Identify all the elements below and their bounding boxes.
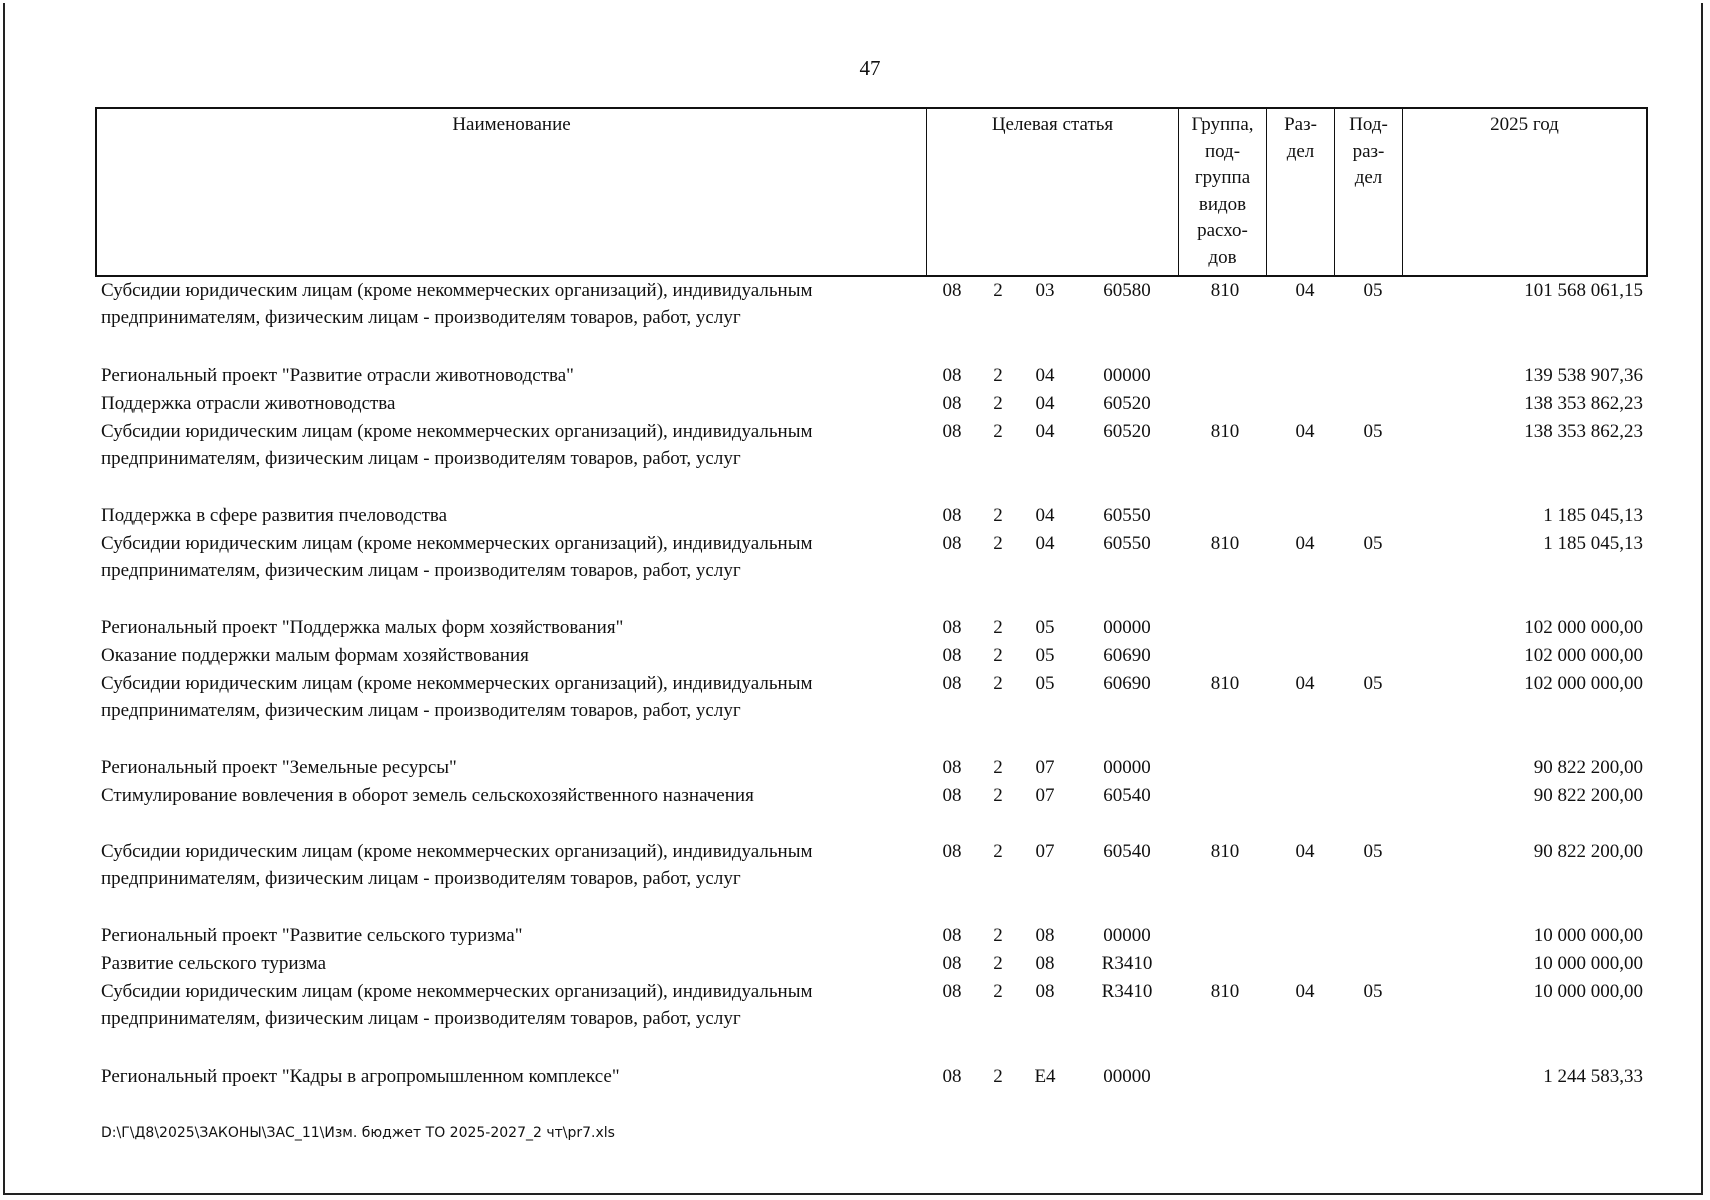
row-expense-group: 810 bbox=[1210, 533, 1240, 554]
row-section: 04 bbox=[1295, 533, 1315, 554]
row-amount: 1 185 045,13 bbox=[1543, 505, 1643, 526]
row-subsection: 05 bbox=[1363, 533, 1383, 554]
table-header bbox=[95, 107, 1648, 277]
row-amount: 1 185 045,13 bbox=[1543, 533, 1643, 554]
row-target-subprogram: 2 bbox=[993, 785, 1003, 806]
row-subsection: 05 bbox=[1363, 981, 1383, 1002]
row-name: Оказание поддержки малым формам хозяйствования bbox=[101, 645, 529, 666]
row-section: 04 bbox=[1295, 280, 1315, 301]
row-target-program: 08 bbox=[942, 925, 962, 946]
row-target-subprogram: 2 bbox=[993, 505, 1003, 526]
header-name: Наименование bbox=[97, 109, 927, 275]
row-target-subprogram: 2 bbox=[993, 393, 1003, 414]
row-amount: 90 822 200,00 bbox=[1533, 785, 1643, 806]
header-year: 2025 год bbox=[1490, 114, 1559, 135]
row-target-direction: 07 bbox=[1035, 785, 1055, 806]
row-subsection: 05 bbox=[1363, 280, 1383, 301]
row-target-program: 08 bbox=[942, 533, 962, 554]
row-target-subprogram: 2 bbox=[993, 925, 1003, 946]
row-target-code: 60580 bbox=[1103, 280, 1151, 301]
row-name: Субсидии юридическим лицам (кроме некоммерческих организаций), индивидуальным предпринимателям, физическим лицам - производителям товаров, работ, услуг bbox=[101, 280, 813, 328]
row-target-direction: 05 bbox=[1035, 617, 1055, 638]
row-target-subprogram: 2 bbox=[993, 645, 1003, 666]
row-amount: 90 822 200,00 bbox=[1533, 757, 1643, 778]
row-target-direction: 03 bbox=[1035, 280, 1055, 301]
row-target-subprogram: 2 bbox=[993, 841, 1003, 862]
row-subsection: 05 bbox=[1363, 421, 1383, 442]
header-group-line: видов bbox=[1198, 193, 1247, 215]
row-subsection: 05 bbox=[1363, 673, 1383, 694]
row-target-subprogram: 2 bbox=[993, 1066, 1003, 1087]
row-amount: 102 000 000,00 bbox=[1524, 645, 1643, 666]
row-target-code: 00000 bbox=[1103, 365, 1151, 386]
row-target-direction: 08 bbox=[1035, 925, 1055, 946]
row-expense-group: 810 bbox=[1210, 981, 1240, 1002]
row-target-subprogram: 2 bbox=[993, 757, 1003, 778]
header-group bbox=[1179, 109, 1267, 275]
row-target-program: 08 bbox=[942, 505, 962, 526]
row-target-direction: 05 bbox=[1035, 645, 1055, 666]
row-target-code: 60690 bbox=[1103, 645, 1151, 666]
row-target-code: 00000 bbox=[1103, 925, 1151, 946]
row-name: Субсидии юридическим лицам (кроме некоммерческих организаций), индивидуальным предпринимателям, физическим лицам - производителям товаров, работ, услуг bbox=[101, 673, 813, 721]
row-name: Региональный проект "Земельные ресурсы" bbox=[101, 757, 457, 778]
row-target-program: 08 bbox=[942, 673, 962, 694]
row-target-program: 08 bbox=[942, 981, 962, 1002]
row-target-direction: 04 bbox=[1035, 533, 1055, 554]
header-group-line: расхо- bbox=[1197, 220, 1248, 241]
row-name: Региональный проект "Поддержка малых форм хозяйствования" bbox=[101, 617, 624, 638]
row-target-program: 08 bbox=[942, 785, 962, 806]
row-target-direction: 07 bbox=[1035, 757, 1055, 778]
header-group-line: под- bbox=[1204, 140, 1241, 162]
row-target-direction: 04 bbox=[1035, 393, 1055, 414]
row-target-direction: Е4 bbox=[1034, 1066, 1056, 1087]
row-amount: 10 000 000,00 bbox=[1533, 925, 1643, 946]
row-target-subprogram: 2 bbox=[993, 617, 1003, 638]
row-target-code: 60550 bbox=[1103, 533, 1151, 554]
row-section: 04 bbox=[1295, 673, 1315, 694]
page-number: 47 bbox=[859, 56, 881, 80]
row-subsection: 05 bbox=[1363, 841, 1383, 862]
header-target-article: Целевая статья bbox=[927, 109, 1179, 275]
row-target-program: 08 bbox=[942, 365, 962, 386]
row-target-code: 60550 bbox=[1103, 505, 1151, 526]
row-expense-group: 810 bbox=[1210, 673, 1240, 694]
header-section-line: дел bbox=[1286, 140, 1315, 162]
row-target-code: 60690 bbox=[1103, 673, 1151, 694]
row-target-program: 08 bbox=[942, 421, 962, 442]
row-section: 04 bbox=[1295, 981, 1315, 1002]
row-name: Поддержка в сфере развития пчеловодства bbox=[101, 505, 448, 526]
header-group-line: группа bbox=[1194, 167, 1251, 188]
row-amount: 1 244 583,33 bbox=[1543, 1066, 1643, 1087]
row-amount: 102 000 000,00 bbox=[1524, 617, 1643, 638]
row-target-code: R3410 bbox=[1101, 981, 1153, 1002]
row-name: Субсидии юридическим лицам (кроме некоммерческих организаций), индивидуальным предпринимателям, физическим лицам - производителям товаров, работ, услуг bbox=[101, 421, 813, 469]
row-amount: 10 000 000,00 bbox=[1533, 953, 1643, 974]
row-target-program: 08 bbox=[942, 645, 962, 666]
row-target-subprogram: 2 bbox=[993, 953, 1003, 974]
row-target-subprogram: 2 bbox=[993, 280, 1003, 301]
row-target-program: 08 bbox=[942, 1066, 962, 1087]
row-section: 04 bbox=[1295, 421, 1315, 442]
row-target-subprogram: 2 bbox=[993, 673, 1003, 694]
row-amount: 101 568 061,15 bbox=[1524, 280, 1643, 301]
header-section bbox=[1267, 109, 1335, 275]
row-target-direction: 05 bbox=[1035, 673, 1055, 694]
header-group-line: Группа, bbox=[1191, 114, 1254, 135]
header-subsection-line: Под- bbox=[1349, 114, 1388, 135]
row-expense-group: 810 bbox=[1210, 280, 1240, 301]
row-target-program: 08 bbox=[942, 393, 962, 414]
row-expense-group: 810 bbox=[1210, 841, 1240, 862]
row-target-direction: 07 bbox=[1035, 841, 1055, 862]
row-amount: 138 353 862,23 bbox=[1524, 421, 1643, 442]
row-target-direction: 08 bbox=[1035, 981, 1055, 1002]
row-target-code: 00000 bbox=[1103, 1066, 1151, 1087]
row-name: Субсидии юридическим лицам (кроме некоммерческих организаций), индивидуальным предпринимателям, физическим лицам - производителям товаров, работ, услуг bbox=[101, 841, 813, 889]
header-subsection-line: дел bbox=[1354, 167, 1383, 188]
row-target-subprogram: 2 bbox=[993, 421, 1003, 442]
row-target-code: 60540 bbox=[1103, 785, 1151, 806]
row-name: Субсидии юридическим лицам (кроме некоммерческих организаций), индивидуальным предпринимателям, физическим лицам - производителям товаров, работ, услуг bbox=[101, 981, 813, 1029]
row-target-program: 08 bbox=[942, 757, 962, 778]
row-name: Региональный проект "Развитие отрасли животноводства" bbox=[101, 365, 574, 386]
row-name: Субсидии юридическим лицам (кроме некоммерческих организаций), индивидуальным предпринимателям, физическим лицам - производителям товаров, работ, услуг bbox=[101, 533, 813, 581]
header-group-line: дов bbox=[1208, 246, 1237, 268]
header-subsection-line: раз- bbox=[1352, 140, 1385, 162]
row-name: Региональный проект "Развитие сельского туризма" bbox=[101, 925, 523, 946]
row-name: Развитие сельского туризма bbox=[101, 953, 327, 974]
row-section: 04 bbox=[1295, 841, 1315, 862]
row-amount: 139 538 907,36 bbox=[1524, 365, 1643, 386]
row-target-direction: 08 bbox=[1035, 953, 1055, 974]
row-expense-group: 810 bbox=[1210, 421, 1240, 442]
row-target-subprogram: 2 bbox=[993, 981, 1003, 1002]
footer-file-path: D:\Г\Д8\2025\ЗАКОНЫ\ЗАС_11\Изм. бюджет ТО 2025-2027_2 чт\pr7.xls bbox=[101, 1125, 615, 1141]
row-name: Поддержка отрасли животноводства bbox=[101, 393, 396, 414]
row-target-code: 00000 bbox=[1103, 757, 1151, 778]
row-amount: 138 353 862,23 bbox=[1524, 393, 1643, 414]
header-section-line: Раз- bbox=[1284, 114, 1317, 135]
row-target-code: 00000 bbox=[1103, 617, 1151, 638]
row-target-program: 08 bbox=[942, 953, 962, 974]
row-target-subprogram: 2 bbox=[993, 533, 1003, 554]
row-amount: 10 000 000,00 bbox=[1533, 981, 1643, 1002]
row-target-direction: 04 bbox=[1035, 421, 1055, 442]
row-name: Стимулирование вовлечения в оборот земель сельскохозяйственного назначения bbox=[101, 785, 754, 806]
row-target-code: 60540 bbox=[1103, 841, 1151, 862]
header-subsection bbox=[1335, 109, 1403, 275]
row-target-subprogram: 2 bbox=[993, 365, 1003, 386]
row-target-code: 60520 bbox=[1103, 421, 1151, 442]
row-name: Региональный проект "Кадры в агропромышленном комплексе" bbox=[101, 1066, 620, 1087]
row-target-direction: 04 bbox=[1035, 365, 1055, 386]
row-target-program: 08 bbox=[942, 617, 962, 638]
row-target-direction: 04 bbox=[1035, 505, 1055, 526]
row-target-program: 08 bbox=[942, 280, 962, 301]
row-target-program: 08 bbox=[942, 841, 962, 862]
row-amount: 90 822 200,00 bbox=[1533, 841, 1643, 862]
row-amount: 102 000 000,00 bbox=[1524, 673, 1643, 694]
row-target-code: 60520 bbox=[1103, 393, 1151, 414]
row-target-code: R3410 bbox=[1101, 953, 1153, 974]
